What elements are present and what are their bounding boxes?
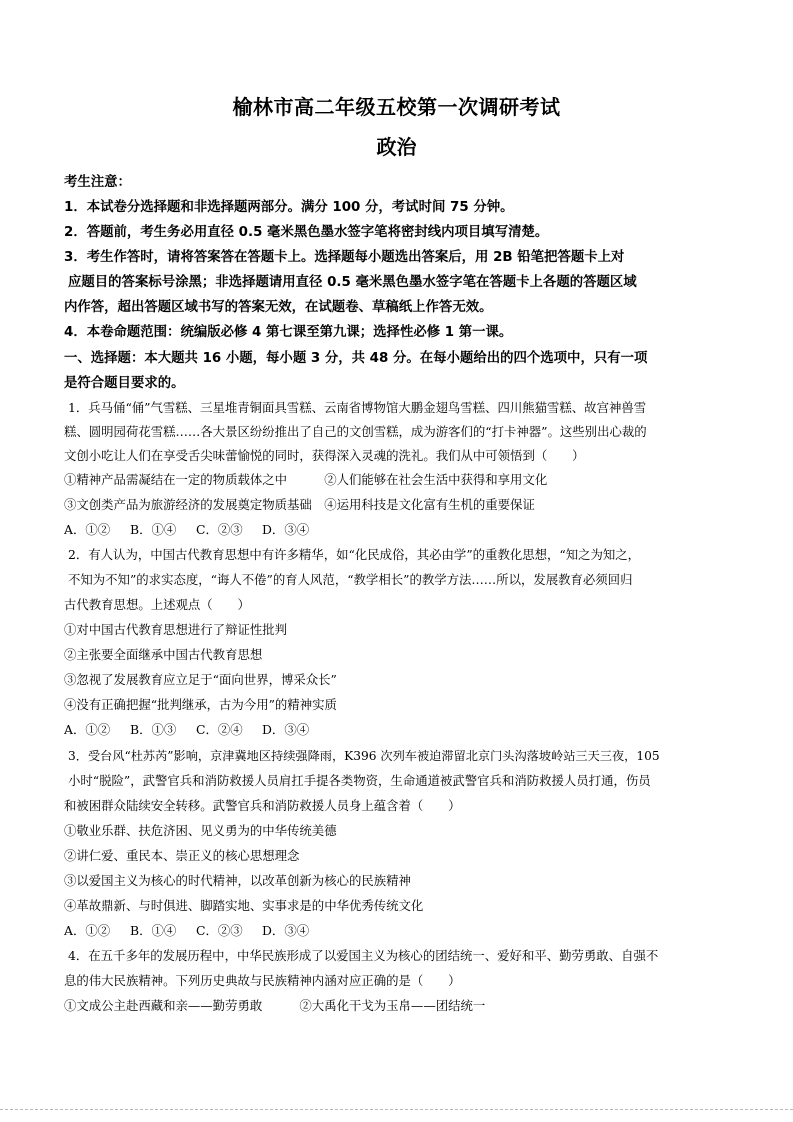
q3-item-1: ①敬业乐群、扶危济困、见义勇为的中华传统美德 bbox=[64, 823, 337, 838]
section-heading: 一、选择题：本大题共 16 小题，每小题 3 分，共 48 分。在每小题给出的四个选项中，只有一项 bbox=[64, 351, 648, 366]
q2-option-a: A．①② bbox=[64, 722, 111, 737]
q4-stem-line-1: 4．在五千多年的发展历程中，中华民族形成了以爱国主义为核心的团结统一、爱好和平、勤劳勇敢、自强不 bbox=[68, 948, 659, 963]
notice-item-4: 4．本卷命题范围：统编版必修 4 第七课至第九课；选择性必修 1 第一课。 bbox=[64, 325, 513, 340]
bottom-divider bbox=[0, 1109, 793, 1110]
q3-item-4: ④革故鼎新、与时俱进、脚踏实地、实事求是的中华优秀传统文化 bbox=[64, 898, 424, 913]
q3-stem-line-2: 小时“脱险”，武警官兵和消防救援人员肩扛手提各类物资，生命通道被武警官兵和消防救援人员打通，伤员 bbox=[68, 773, 651, 788]
q2-option-d: D．③④ bbox=[262, 722, 310, 737]
q2-stem-line-1: 2．有人认为，中国古代教育思想中有许多精华，如“化民成俗，其必由学”的重教化思想，“知之为知之， bbox=[68, 547, 641, 562]
q1-stem-line-3: 文创小吃让人们在享受舌尖味蕾愉悦的同时，获得深入灵魂的洗礼。我们从中可领悟到（ ） bbox=[64, 448, 585, 463]
q1-options bbox=[64, 520, 744, 540]
q2-item-3: ③忽视了发展教育应立足于“面向世界，博采众长” bbox=[64, 672, 337, 687]
subject-title: 政治 bbox=[376, 135, 417, 159]
q1-option-d: D．③④ bbox=[262, 522, 310, 537]
q4-stem-line-2: 息的伟大民族精神。下列历史典故与民族精神内涵对应正确的是（ ） bbox=[64, 973, 461, 988]
exam-title: 榆林市高二年级五校第一次调研考试 bbox=[232, 95, 561, 119]
q3-option-a: A．①② bbox=[64, 923, 111, 938]
q2-item-4: ④没有正确把握“批判继承，古为今用”的精神实质 bbox=[64, 697, 337, 712]
q3-item-3: ③以爱国主义为核心的时代精神，以改革创新为核心的民族精神 bbox=[64, 873, 411, 888]
q3-option-d: D．③④ bbox=[262, 923, 310, 938]
q2-stem-line-2: 不知为不知”的求实态度，“诲人不倦”的育人风范，“教学相长”的教学方法……所以，发展教育必须回归 bbox=[68, 572, 633, 587]
q2-options bbox=[64, 720, 744, 740]
q3-options bbox=[64, 921, 744, 941]
q1-option-a: A．①② bbox=[64, 522, 111, 537]
notice-heading: 考生注意： bbox=[64, 175, 131, 190]
q1-option-b: B．①④ bbox=[130, 522, 177, 537]
section-heading-cont: 是符合题目要求的。 bbox=[64, 376, 185, 391]
q3-item-2: ②讲仁爱、重民本、崇正义的核心思想理念 bbox=[64, 848, 300, 863]
notice-item-2: 2．答题前，考生务必用直径 0.5 毫米黑色墨水签字笔将密封线内项目填写清楚。 bbox=[64, 225, 549, 240]
q3-option-c: C．②③ bbox=[196, 923, 243, 938]
q1-option-c: C．②③ bbox=[196, 522, 243, 537]
q2-option-c: C．②④ bbox=[196, 722, 243, 737]
q2-item-1: ①对中国古代教育思想进行了辩证性批判 bbox=[64, 622, 288, 637]
q2-item-2: ②主张要全面继承中国古代教育思想 bbox=[64, 647, 263, 662]
q1-stem-line-1: 1．兵马俑“俑”气雪糕、三星堆青铜面具雪糕、云南省博物馆大鹏金翅鸟雪糕、四川熊猫雪糕、故宫神兽雪 bbox=[68, 400, 647, 415]
q2-stem-line-3: 古代教育思想。上述观点（ ） bbox=[64, 597, 250, 612]
q4-item-line-1: ①文成公主赴西藏和亲——勤劳勇敢 ②大禹化干戈为玉帛——团结统一 bbox=[64, 998, 486, 1013]
q2-option-b: B．①③ bbox=[130, 722, 177, 737]
q3-option-b: B．①④ bbox=[130, 923, 177, 938]
notice-item-3-cont-1: 应题目的答案标号涂黑；非选择题请用直径 0.5 毫米黑色墨水签字笔在答题卡上各题的答题区域 bbox=[68, 275, 637, 290]
q1-stem-line-2: 糕、圆明园荷花雪糕……各大景区纷纷推出了自己的文创雪糕，成为游客们的“打卡神器”。这些别出心裁的 bbox=[64, 424, 647, 439]
q1-item-line-1: ①精神产品需凝结在一定的物质载体之中 ②人们能够在社会生活中获得和享用文化 bbox=[64, 472, 548, 487]
notice-item-3-cont-2: 内作答，超出答题区域书写的答案无效，在试题卷、草稿纸上作答无效。 bbox=[64, 300, 493, 315]
q3-stem-line-3: 和被困群众陆续安全转移。武警官兵和消防救援人员身上蕴含着（ ） bbox=[64, 798, 461, 813]
q3-stem-line-1: 3．受台风“杜苏芮”影响，京津冀地区持续强降雨，K396 次列车被迫滞留北京门头沟落坡岭站三天三夜，105 bbox=[68, 749, 660, 763]
q1-item-line-2: ③文创类产品为旅游经济的发展奠定物质基础 ④运用科技是文化富有生机的重要保证 bbox=[64, 497, 535, 512]
notice-item-3: 3．考生作答时，请将答案答在答题卡上。选择题每小题选出答案后，用 2B 铅笔把答题卡上对 bbox=[64, 250, 625, 265]
notice-item-1: 1．本试卷分选择题和非选择题两部分。满分 100 分，考试时间 75 分钟。 bbox=[64, 200, 514, 215]
